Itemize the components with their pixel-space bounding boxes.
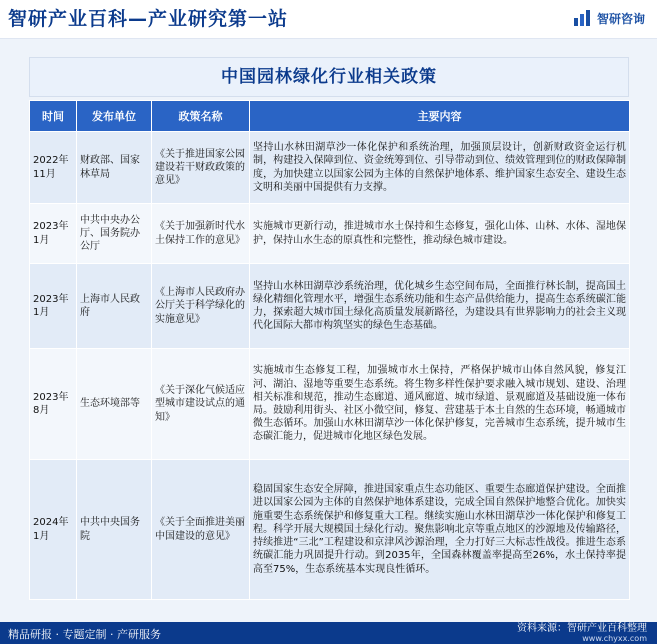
cell-unit: 中共中央办公厅、国务院办公厅 <box>77 204 152 264</box>
brand-logo[interactable] <box>573 9 645 27</box>
cell-policy-name: 《关于全面推进美丽中国建设的意见》 <box>152 460 250 600</box>
column-header-content: 主要内容 <box>250 101 630 132</box>
table-header-row <box>30 101 630 132</box>
cell-time: 2023年1月 <box>30 204 77 264</box>
table-row <box>30 460 630 600</box>
logo-text: 智研咨询 <box>596 11 645 26</box>
footer-bar <box>0 622 657 644</box>
cell-unit: 上海市人民政府 <box>77 264 152 349</box>
cell-time: 2023年1月 <box>30 264 77 349</box>
cell-content: 实施城市生态修复工程，加强城市水土保持，严格保护城市山体自然风貌，修复江河、湖泊、湿地等重要生态系统。将生物多样性保护要求融入城市规划、建设、治理相关标准和规范，推动生态廊道、通风廊道、城市绿道、景观廊道及基础设施一体布局。鼓励利用街头、社区小微空间，修复、营建基于本土自然的生态环境，畅通城市微生态循环。加强山水林田湖草沙一体化保护修复，完善城市生态系统，提升城市生态碳汇能力，促进城市化地区绿色发展。 <box>250 349 630 460</box>
source-note: 资料来源：智研产业百科整理 <box>517 623 647 634</box>
table-row <box>30 264 630 349</box>
cell-unit: 中共中央国务院 <box>77 460 152 600</box>
top-bar <box>0 0 657 39</box>
cell-policy-name: 《关于深化气候适应型城市建设试点的通知》 <box>152 349 250 460</box>
cell-policy-name: 《关于加强新时代水土保持工作的意见》 <box>152 204 250 264</box>
column-header-name: 政策名称 <box>152 101 250 132</box>
site-url[interactable]: www.chyxx.com <box>582 634 647 643</box>
cell-unit: 生态环境部等 <box>77 349 152 460</box>
cell-time: 2022年11月 <box>30 132 77 204</box>
table-row <box>30 132 630 204</box>
column-header-unit: 发布单位 <box>77 101 152 132</box>
site-title: 智研产业百科—产业研究第一站 <box>8 8 289 30</box>
logo-icon <box>573 9 593 27</box>
cell-unit: 财政部、国家林草局 <box>77 132 152 204</box>
footer-services: 精品研报 · 专题定制 · 产研服务 <box>8 628 161 641</box>
table-title: 中国园林绿化行业相关政策 <box>29 57 629 97</box>
cell-content: 坚持山水林田湖草沙一体化保护和系统治理，加强顶层设计，创新财政资金运行机制，构建投入保障到位、资金统筹到位、引导带动到位、绩效管理到位的财政保障制度，为加快建立以国家公园为主体的自然保护地体系、维护国家生态安全、建设生态文明和美丽中国提供有力支撑。 <box>250 132 630 204</box>
cell-policy-name: 《关于推进国家公园建设若干财政政策的意见》 <box>152 132 250 204</box>
table-row <box>30 349 630 460</box>
cell-content: 坚持山水林田湖草沙系统治理，优化城乡生态空间布局，全面推行林长制，提高国土绿化精细化管理水平，增强生态系统功能和生态产品供给能力，提高生态系统碳汇能力，探索超大城市国土绿化高质量发展新路径，为建设具有世界影响力的社会主义现代化国际大都市构筑坚实的绿色生态基础。 <box>250 264 630 349</box>
cell-content: 实施城市更新行动，推进城市水土保持和生态修复，强化山体、山林、水体、湿地保护，保持山水生态的原真性和完整性，推动绿色城市建设。 <box>250 204 630 264</box>
footer-source <box>517 623 647 643</box>
column-header-time: 时间 <box>30 101 77 132</box>
table-row <box>30 204 630 264</box>
cell-time: 2024年1月 <box>30 460 77 600</box>
cell-policy-name: 《上海市人民政府办公厅关于科学绿化的实施意见》 <box>152 264 250 349</box>
policy-table <box>29 100 630 600</box>
cell-content: 稳固国家生态安全屏障，推进国家重点生态功能区、重要生态廊道保护建设。全面推进以国家公园为主体的自然保护地体系建设，完成全国自然保护地整合优化。加快实施重要生态系统保护和修复重大工程。继续实施山水林田湖草沙一体化保护和修复工程。科学开展大规模国土绿化行动。聚焦影响北京等重点地区的沙源地及传输路径，持续推进“三北”工程建设和京津风沙源治理，全力打好三大标志性战役。推进生态系统碳汇能力巩固提升行动。到2035年，全国森林覆盖率提高至26%，水土保持率提高至75%，生态系统基本实现良性循环。 <box>250 460 630 600</box>
cell-time: 2023年8月 <box>30 349 77 460</box>
